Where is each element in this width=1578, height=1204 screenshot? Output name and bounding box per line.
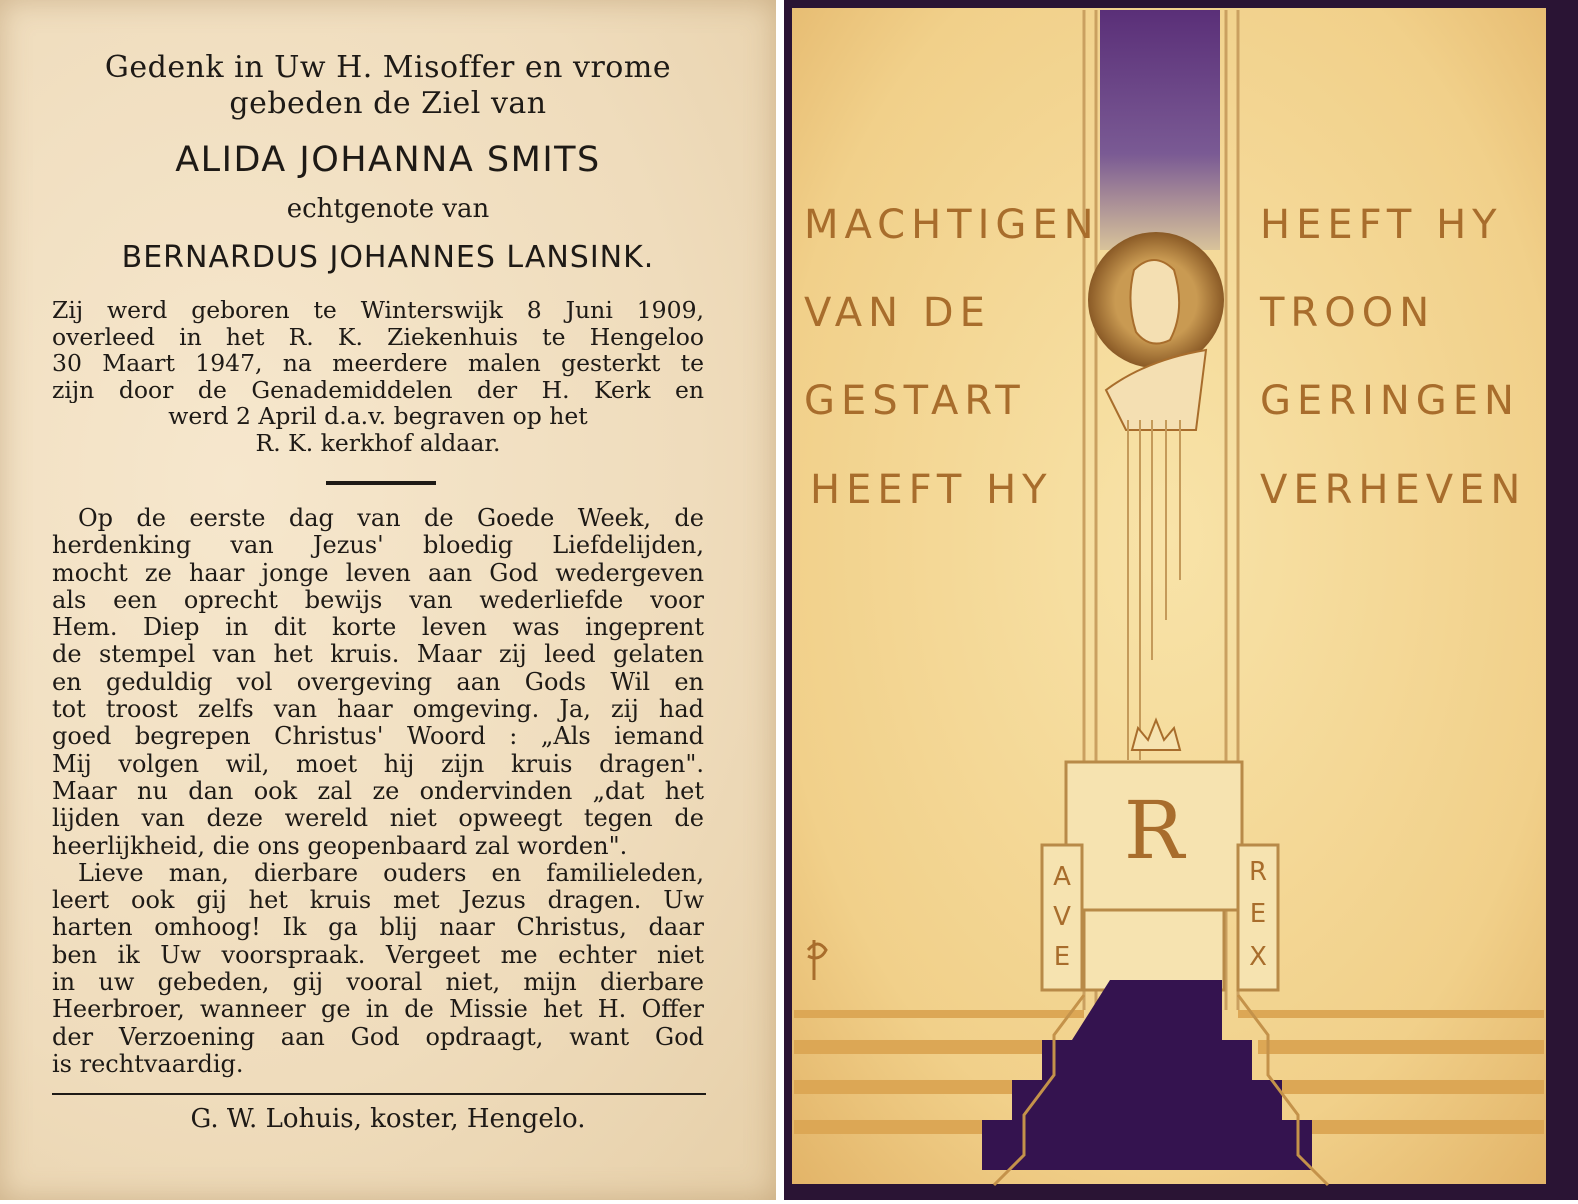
body-line: als een oprecht bewijs van wederliefde voor	[52, 586, 704, 614]
ave-letter: E	[1053, 942, 1071, 972]
rex-letter: X	[1249, 942, 1267, 972]
body-line: Mij volgen wil, moet hij zijn kruis dragen".	[52, 750, 704, 778]
divider-long	[52, 1093, 706, 1095]
ave-letter: A	[1053, 862, 1071, 892]
bio-line: overleed in het R. K. Ziekenhuis te Hengeloo	[52, 323, 704, 350]
body-line: Op de eerste dag van de Goede Week, de	[78, 505, 704, 532]
biography	[52, 297, 704, 456]
body-line: Lieve man, dierbare ouders en familieleden,	[78, 859, 704, 887]
deceased-name: ALIDA JOHANNA SMITS	[175, 140, 601, 180]
devotional-image-card	[784, 0, 1578, 1200]
art-deco-illustration	[784, 0, 1578, 1200]
body-line: lijden van deze wereld niet opweegt tegen de	[52, 805, 704, 833]
right-verse-line: TROON	[1260, 290, 1436, 336]
right-verse-line: HEEFT HY	[1260, 202, 1503, 248]
body-line: goed begrepen Christus' Woord : „Als iemand	[52, 723, 704, 751]
rex-letter: R	[1248, 857, 1268, 887]
body-line: harten omhoog! Ik ga blij naar Christus, daar	[52, 914, 704, 942]
printer-credit: G. W. Lohuis, koster, Hengelo.	[190, 1104, 586, 1134]
purple-banner	[1100, 10, 1220, 250]
throne-letter: R	[1123, 784, 1185, 877]
body-line: tot troost zelfs van haar omgeving. Ja, zij had	[52, 696, 704, 724]
heading-line-1: Gedenk in Uw H. Misoffer en vrome	[104, 50, 672, 85]
body-line: is rechtvaardig.	[52, 1050, 244, 1078]
bio-line: R. K. kerkhof aldaar.	[255, 429, 501, 456]
body-line: heerlijkheid, die ons geopenbaard zal worden".	[52, 832, 628, 860]
rex-letter: E	[1249, 899, 1267, 929]
body-line: Hem. Diep in dit korte leven was ingeprent	[52, 614, 704, 642]
husband-name: BERNARDUS JOHANNES LANSINK.	[121, 240, 655, 275]
body-line: der Verzoening aan God opdraagt, want God	[52, 1023, 704, 1051]
bio-line: zijn door de Genademiddelen der H. Kerk en	[52, 376, 704, 403]
throne-seat	[1084, 910, 1224, 990]
body-line: herdenking van Jezus' bloedig Liefdelijden,	[52, 532, 704, 560]
right-verse-line: VERHEVEN	[1260, 467, 1527, 513]
relation-text: echtgenote van	[286, 194, 490, 224]
body-line: en geduldig vol overgeving aan Gods Wil en	[52, 668, 704, 696]
body-line: Maar nu dan ook zal ze ondervinden „dat het	[52, 777, 704, 805]
bio-line: 30 Maart 1947, na meerdere malen gesterkt te	[52, 350, 704, 377]
body-line: in uw gebeden, gij vooral niet, mijn dierbare	[52, 969, 704, 997]
left-verse-line: MACHTIGEN	[804, 202, 1100, 248]
body-line: leert ook gij het kruis met Jezus dragen. Uw	[52, 887, 704, 915]
left-verse-line: VAN DE	[804, 290, 991, 336]
body-line: Heerbroer, wanneer ge in de Missie het H. Offer	[52, 996, 704, 1024]
bio-line: Zij werd geboren te Winterswijk 8 Juni 1909,	[52, 297, 704, 324]
body-line: de stempel van het kruis. Maar zij leed gelaten	[52, 641, 704, 669]
memorial-text-card	[0, 0, 776, 1200]
heading-line-2: gebeden de Ziel van	[229, 86, 547, 121]
divider-short	[326, 481, 436, 485]
right-verse-line: GERINGEN	[1260, 378, 1520, 424]
bio-line: werd 2 April d.a.v. begraven op het	[168, 403, 588, 430]
madonna-figure-icon	[1130, 260, 1179, 344]
left-verse-line: GESTART	[804, 378, 1026, 424]
body-line: mocht ze haar jonge leven aan God wedergeven	[52, 559, 704, 587]
memorial-body	[52, 505, 704, 1078]
body-line: ben ik Uw voorspraak. Vergeet me echter niet	[52, 941, 704, 969]
ave-letter: V	[1053, 902, 1071, 932]
left-verse-line: HEEFT HY	[810, 467, 1053, 513]
